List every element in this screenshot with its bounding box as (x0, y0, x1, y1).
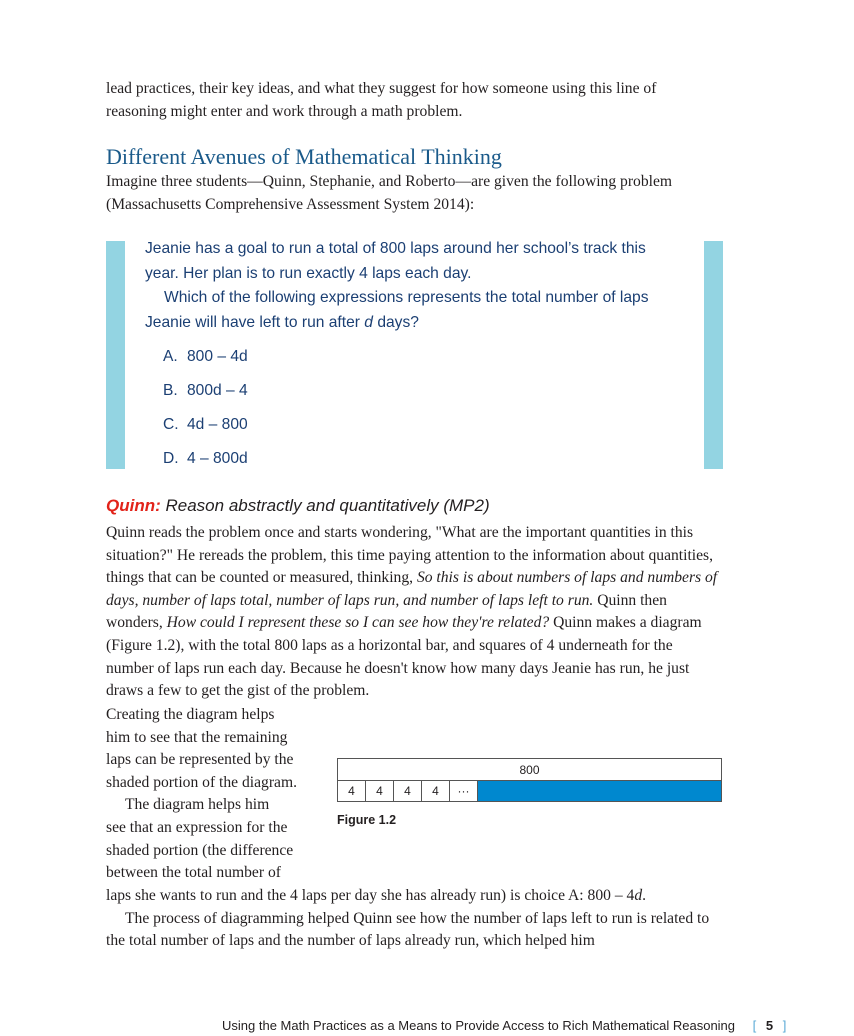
answer-choices (145, 345, 665, 481)
problem-box-right-bar (704, 241, 723, 469)
problem-question: Which of the following expressions represents the total number of laps Jeanie will have left to run after d days? (145, 289, 649, 331)
problem-text (145, 237, 665, 481)
student-name: Quinn: (106, 496, 161, 515)
choice-b: B. 800d – 4 (163, 382, 248, 399)
page-footer (222, 1018, 786, 1033)
day-cell: 4 (338, 781, 366, 801)
choice-a: A. 800 – 4d (163, 348, 248, 365)
quinn-subheading (106, 496, 490, 516)
problem-box (106, 241, 723, 469)
figure-1-2 (337, 758, 722, 827)
problem-statement: Jeanie has a goal to run a total of 800 laps around her school’s track this year. Her plan is to run exactly 4 laps each day. (145, 240, 646, 282)
total-laps-bar: 800 (337, 758, 722, 780)
section-intro-paragraph: Imagine three students—Quinn, Stephanie, and Roberto—are given the following problem (Massachusetts Comprehensive Assessment System 2014): (106, 173, 673, 213)
choice-d: D. 4 – 800d (163, 450, 248, 467)
problem-box-left-bar (106, 241, 125, 469)
remaining-laps-shaded (478, 781, 721, 801)
quinn-paragraph-1: Quinn reads the problem once and starts wondering, "What are the important quantities in this situation?" He rereads the problem, this time paying attention to the information about quantities, things that can be counted or measured, thinking, So this is about numbers of laps and numbers of days, number of laps total, number of laps run, and number of laps left to run. Quinn then wonders, How could I represent these so I can see how they're related? Quinn makes a diagram (Figure 1.2), with the total 800 laps as a horizontal bar, and squares of 4 underneath for the number of laps run each day. Because he doesn't know how many days Jeanie has run, he just draws a few to get the gist of the problem. (106, 524, 718, 700)
practice-name: Reason abstractly and quantitatively (MP2) (165, 496, 490, 515)
section-heading: Different Avenues of Mathematical Thinking (106, 144, 502, 169)
ellipsis-cell: ··· (450, 781, 478, 801)
laps-run-row (337, 780, 722, 802)
bracket-close: ] (782, 1018, 787, 1033)
day-cell: 4 (394, 781, 422, 801)
intro-paragraph: lead practices, their key ideas, and what they suggest for how someone using this line of reasoning might enter and work through a math problem. (106, 80, 657, 120)
page-number: 5 (765, 1018, 774, 1033)
bracket-open: [ (752, 1018, 757, 1033)
day-cell: 4 (422, 781, 450, 801)
figure-caption: Figure 1.2 (337, 813, 397, 827)
quinn-paragraph-2: Creating the diagram helps him to see that the remaining laps can be represented by the shaded portion of the diagram. The diagram helps him see that an expression for the shaded portion (the difference between the total number of (106, 706, 297, 882)
running-title: Using the Math Practices as a Means to Provide Access to Rich Mathematical Reasoning (222, 1018, 736, 1033)
quinn-paragraph-3: laps she wants to run and the 4 laps per day she has already run) is choice A: 800 – 4d. The process of diagramming helped Quinn see how the number of laps left to run is related to the total number of laps and the number of laps already run, which helped him (106, 887, 710, 950)
day-cell: 4 (366, 781, 394, 801)
choice-c: C. 4d – 800 (163, 416, 248, 433)
